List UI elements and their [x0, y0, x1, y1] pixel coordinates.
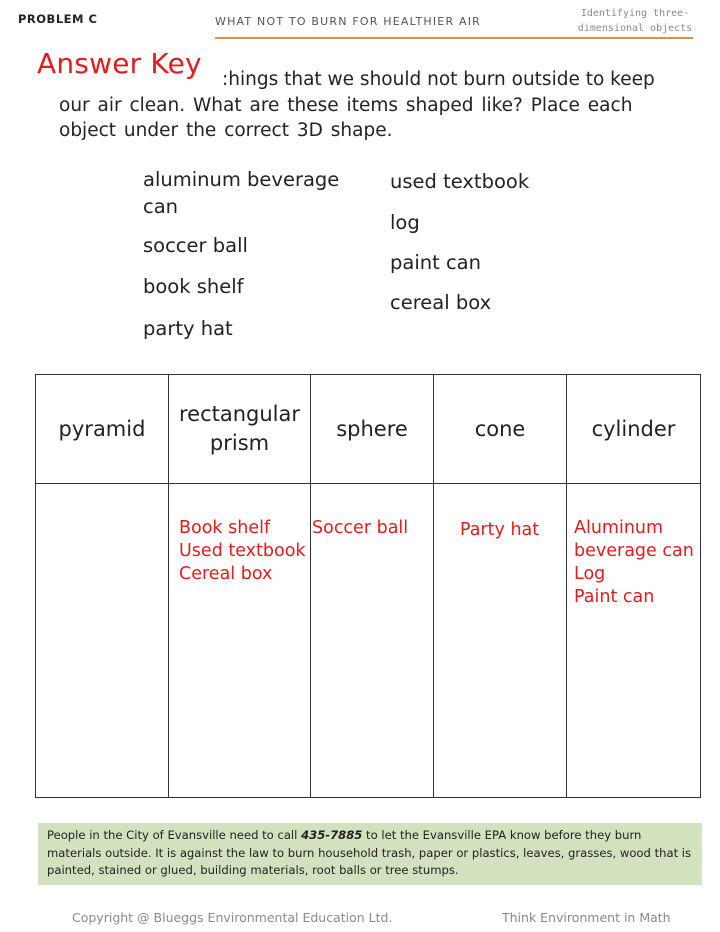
answer-used-textbook: Used textbook — [179, 541, 306, 561]
answer-cereal-box: Cereal box — [179, 564, 273, 584]
problem-label: PROBLEM C — [18, 12, 98, 26]
topic-label — [575, 6, 695, 36]
header-cylinder-label: cylinder — [591, 416, 676, 441]
item-cereal-box: cereal box — [390, 291, 492, 314]
item-party-hat: party hat — [143, 317, 233, 340]
header-pyramid — [36, 375, 169, 484]
footer-tagline: Think Environment in Math — [502, 910, 671, 925]
answer-cell-pyramid — [36, 484, 169, 798]
answer-key-label: Answer Key — [37, 47, 202, 80]
answer-cell-sphere — [311, 484, 434, 798]
header-sphere — [311, 375, 434, 484]
burn-notice-box — [38, 823, 702, 885]
item-paint-can: paint can — [390, 251, 481, 274]
instructions-line-1: :hings that we should not burn outside to keep — [222, 69, 655, 90]
header-divider — [215, 37, 693, 39]
instructions-line-2: our air clean. What are these items shaped like? Place each — [59, 94, 633, 116]
answer-aluminum: Aluminum — [574, 518, 664, 538]
header-cone — [434, 375, 567, 484]
header-pyramid-label: pyramid — [58, 416, 146, 441]
item-book-shelf: book shelf — [143, 275, 244, 298]
shapes-answer-row — [36, 484, 701, 798]
notice-phone-number: 435-7885 — [301, 828, 363, 842]
item-aluminum-beverage: aluminum beverage — [143, 168, 340, 191]
answer-beverage-can: beverage can — [574, 541, 694, 561]
item-used-textbook: used textbook — [390, 170, 530, 193]
answer-party-hat: Party hat — [460, 520, 540, 540]
answer-cell-cone — [434, 484, 567, 798]
notice-text-end: to let the Evansville EPA know before they burn materials outside. It is against the law to burn household trash, paper or plastics, leaves, grasses, wood that is painted, stained or glued, building materials, root balls or tree stumps. — [47, 828, 692, 877]
answer-cell-rectangular-prism — [169, 484, 311, 798]
shapes-table — [35, 374, 701, 798]
header-rectangular-prism — [169, 375, 311, 484]
header-rect-line-1: rectangular — [178, 402, 301, 426]
topic-line-2: dimensional objects — [577, 23, 693, 34]
answer-log: Log — [574, 564, 606, 584]
item-soccer-ball: soccer ball — [143, 234, 248, 257]
item-can: can — [143, 195, 179, 218]
header-sphere-label: sphere — [336, 416, 408, 441]
shapes-header-row — [36, 375, 701, 484]
header-cylinder — [567, 375, 701, 484]
footer-copyright: Copyright @ Blueggs Environmental Education Ltd. — [72, 910, 393, 925]
topic-line-1: Identifying three- — [580, 8, 690, 19]
answer-cell-cylinder — [567, 484, 701, 798]
header-rect-line-2: prism — [209, 431, 270, 455]
header-cone-label: cone — [474, 416, 526, 441]
notice-text-start: People in the City of Evansville need to call — [47, 828, 302, 842]
item-log: log — [390, 211, 420, 234]
worksheet-title: WHAT NOT TO BURN FOR HEALTHIER AIR — [215, 15, 481, 28]
answer-soccer-ball: Soccer ball — [312, 518, 409, 538]
instructions-line-3: object under the correct 3D shape. — [59, 120, 393, 141]
answer-paint-can: Paint can — [574, 587, 655, 607]
answer-book-shelf: Book shelf — [179, 518, 271, 538]
